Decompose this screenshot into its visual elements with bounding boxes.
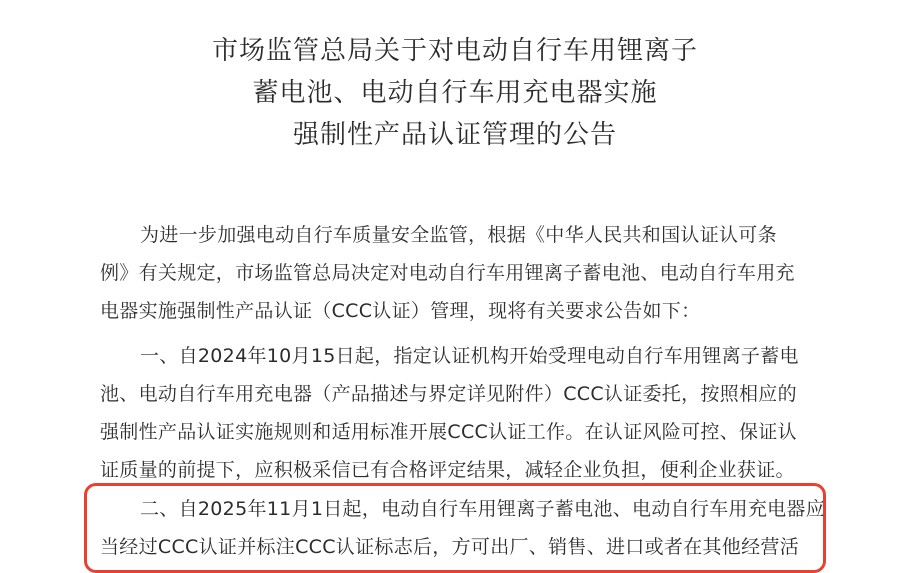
document-title-line-1: 市场监管总局关于对电动自行车用锂离子: [211, 36, 698, 66]
item2-line-1: 二、自2025年11月1日起，电动自行车用锂离子蓄电池、电动自行车用充电器应: [140, 498, 826, 520]
intro-line-3: 电器实施强制性产品认证（CCC认证）管理，现将有关要求公告如下：: [100, 300, 701, 322]
item1-line-3: 强制性产品认证实施规则和适用标准开展CCC认证工作。在认证风险可控、保证认: [100, 421, 797, 443]
item1-line-2: 池、电动自行车用充电器（产品描述与界定详见附件）CCC认证委托，按照相应的: [100, 383, 797, 405]
intro-line-1: 为进一步加强电动自行车质量安全监管，根据《中华人民共和国认证认可条: [140, 224, 777, 246]
highlight-annotation-box: [84, 483, 826, 573]
document-title-line-3: 强制性产品认证管理的公告: [292, 120, 617, 150]
item1-line-1: 一、自2024年10月15日起，指定认证机构开始受理电动自行车用锂离子蓄电: [140, 345, 799, 367]
document-title-line-2: 蓄电池、电动自行车用充电器实施: [252, 78, 658, 108]
item2-line-2: 当经过CCC认证并标注CCC认证标志后，方可出厂、销售、进口或者在其他经营活: [100, 536, 800, 558]
item1-line-4: 证质量的前提下，应积极采信已有合格评定结果，减轻企业负担，便利企业获证。: [100, 459, 795, 481]
intro-line-2: 例》有关规定，市场监管总局决定对电动自行车用锂离子蓄电池、电动自行车用充: [100, 262, 795, 284]
